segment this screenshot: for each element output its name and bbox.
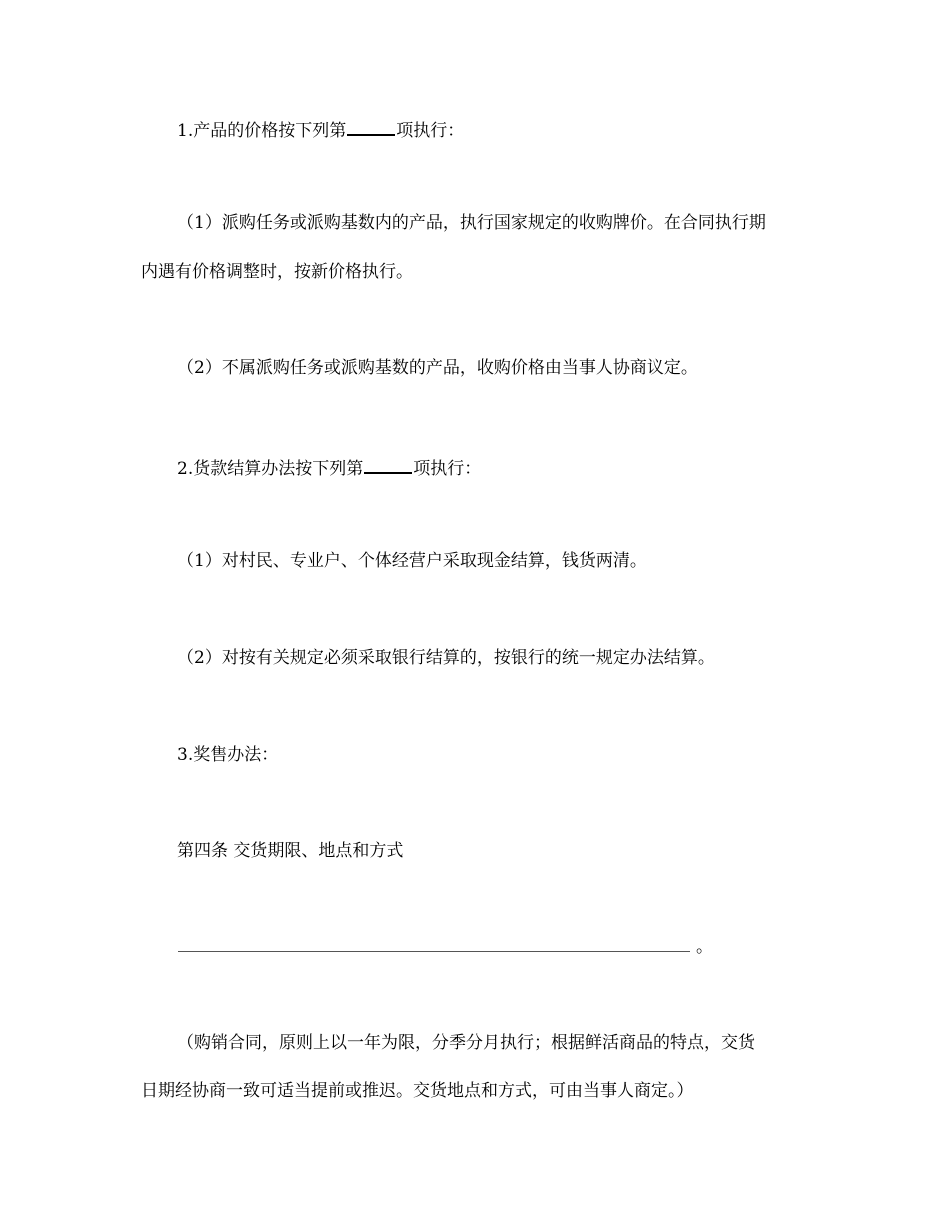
article-4-heading: 第四条 交货期限、地点和方式 (177, 841, 404, 861)
clause-2-item-1: （1）对村民、专业户、个体经营户采取现金结算，钱货两清。 (177, 551, 647, 571)
note-line-1: （购销合同，原则上以一年为限，分季分月执行；根据鲜活商品的特点，交货 (177, 1033, 755, 1053)
clause-1-item-2: （2）不属派购任务或派购基数的产品，收购价格由当事人协商议定。 (177, 358, 698, 378)
clause-1-price (177, 117, 464, 141)
fill-in-blank (347, 117, 395, 136)
clause-2-settlement (177, 455, 481, 479)
clause-1-item-1-line-1: （1）派购任务或派购基数内的产品，执行国家规定的收购牌价。在合同执行期 (177, 213, 766, 233)
clause-3-rewards: 3.奖售办法： (177, 745, 279, 765)
clause-2-text: 2.货款结算办法按下列第 (177, 459, 364, 479)
clause-1-suffix: 项执行： (396, 121, 465, 141)
clause-2-suffix: 项执行： (413, 459, 482, 479)
clause-1-item-1-line-2: 内遇有价格调整时，按新价格执行。 (141, 262, 413, 282)
fill-in-line (178, 951, 690, 952)
note-line-2: 日期经协商一致可适当提前或推迟。交货地点和方式，可由当事人商定。） (141, 1081, 694, 1101)
fill-in-blank (364, 455, 412, 474)
fill-line-end-mark: 。 (696, 937, 713, 957)
clause-2-item-2: （2）对按有关规定必须采取银行结算的，按银行的统一规定办法结算。 (177, 648, 715, 668)
clause-1-text: 1.产品的价格按下列第 (177, 121, 347, 141)
